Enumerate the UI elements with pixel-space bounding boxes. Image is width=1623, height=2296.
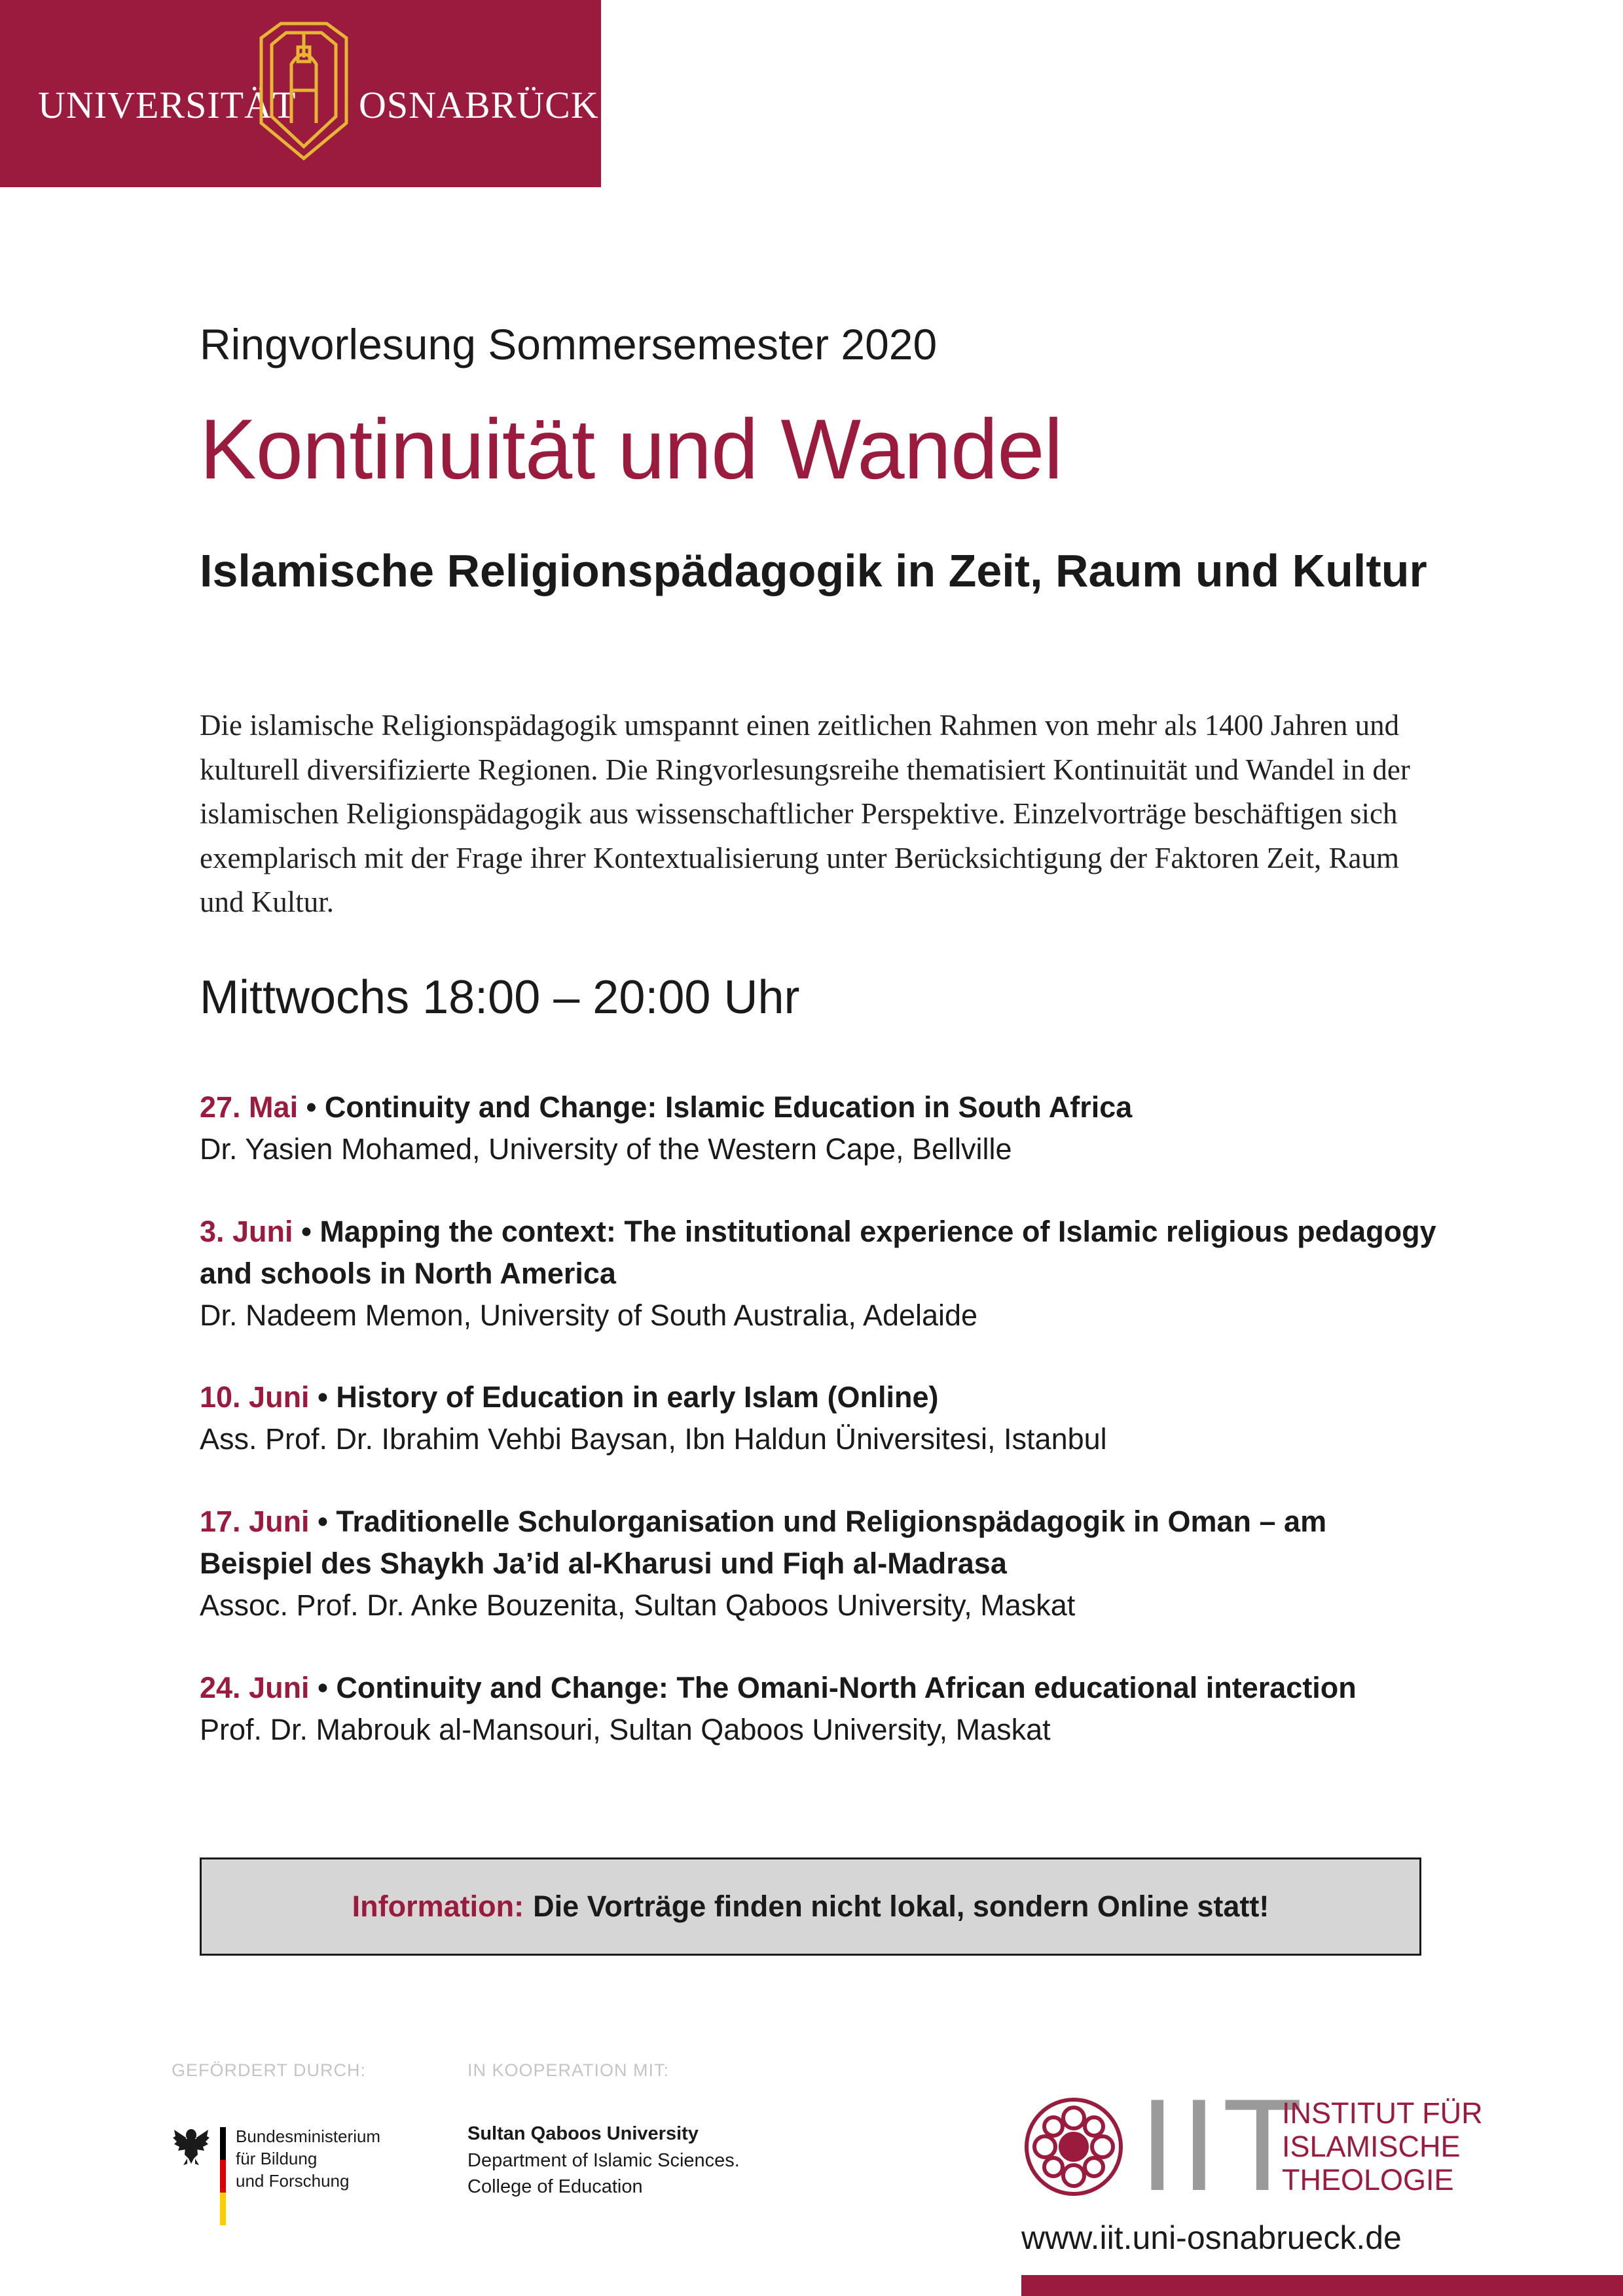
federal-eagle-icon <box>172 2121 211 2166</box>
lecture-date: 10. Juni <box>200 1380 310 1414</box>
university-name-left: UNIVERSITÄT <box>38 84 297 126</box>
iit-name-line: THEOLOGIE <box>1282 2162 1454 2197</box>
lecture-item <box>200 1667 1444 1751</box>
university-header <box>0 0 601 187</box>
lecture-item <box>200 1211 1444 1336</box>
iit-emblem-icon <box>1021 2094 1126 2199</box>
timeslot: Mittwochs 18:00 – 20:00 Uhr <box>200 971 800 1024</box>
lecture-date: 3. Juni <box>200 1214 293 1248</box>
lecture-list <box>200 1086 1444 1791</box>
lecture-speaker: Dr. Nadeem Memon, University of South Australia, Adelaide <box>200 1298 978 1332</box>
lecture-bullet: • <box>306 1090 317 1124</box>
lecture-date: 17. Juni <box>200 1505 310 1539</box>
lecture-title: Traditionelle Schulorganisation und Religionspädagogik in Oman – am Beispiel des Shaykh Ja’id al-Kharusi und Fiqh al-Madrasa <box>200 1505 1327 1581</box>
bmbf-logo-text <box>236 2126 380 2192</box>
cooperation-line: Department of Islamic Sciences. <box>467 2149 740 2171</box>
university-name-right: OSNABRÜCK <box>359 84 599 126</box>
website-url: www.iit.uni-osnabrueck.de <box>1021 2219 1402 2256</box>
bmbf-line: Bundesministerium <box>236 2126 381 2146</box>
cooperation-line: College of Education <box>467 2176 643 2198</box>
lecture-bullet: • <box>301 1214 312 1248</box>
event-kicker: Ringvorlesung Sommersemester 2020 <box>200 320 938 368</box>
lecture-item <box>200 1086 1444 1170</box>
info-label: Information: <box>352 1890 524 1923</box>
iit-name-line: INSTITUT FÜR <box>1282 2096 1483 2130</box>
footer-accent-bar <box>1021 2275 1623 2296</box>
info-text: Die Vorträge finden nicht lokal, sondern Online statt! <box>533 1890 1269 1923</box>
lecture-title: Mapping the context: The institutional experience of Islamic religious pedagogy and schools in North America <box>200 1214 1436 1290</box>
cooperation-partner <box>467 2121 740 2200</box>
iit-name <box>1282 2097 1483 2197</box>
lecture-speaker: Ass. Prof. Dr. Ibrahim Vehbi Baysan, Ibn Haldun Üniversitesi, Istanbul <box>200 1422 1107 1456</box>
lecture-date: 24. Juni <box>200 1670 310 1704</box>
intro-paragraph: Die islamische Religionspädagogik umspannt einen zeitlichen Rahmen von mehr als 1400 Jahren und kulturell diversifizierte Regionen. Die Ringvorlesungsreihe thematisiert Kontinuität und Wandel in der islamischen Religionspädagogik aus wissenschaftlicher Perspektive. Einzelvorträge beschäftigen sich exemplarisch mit der Frage ihrer Kontextualisierung unter Berücksichtigung der Faktoren Zeit, Raum und Kultur. <box>200 709 1410 918</box>
bmbf-line: und Forschung <box>236 2170 350 2191</box>
lecture-bullet: • <box>318 1505 328 1539</box>
info-box <box>200 1857 1421 1956</box>
lecture-date: 27. Mai <box>200 1090 299 1124</box>
bmbf-line: für Bildung <box>236 2148 318 2168</box>
lecture-title: Continuity and Change: The Omani-North African educational interaction <box>336 1670 1357 1704</box>
iit-name-line: ISLAMISCHE <box>1282 2129 1461 2163</box>
page-subtitle: Islamische Religionspädagogik in Zeit, Raum und Kultur <box>200 545 1427 596</box>
page-title: Kontinuität und Wandel <box>200 401 1063 497</box>
lecture-item <box>200 1501 1444 1626</box>
lecture-title: Continuity and Change: Islamic Education in South Africa <box>324 1090 1133 1124</box>
lecture-title: History of Education in early Islam (Online) <box>336 1380 939 1414</box>
german-flag-bar <box>220 2127 226 2225</box>
iit-letters: IIT <box>1139 2072 1308 2218</box>
lecture-speaker: Dr. Yasien Mohamed, University of the Western Cape, Bellville <box>200 1132 1012 1166</box>
cooperation-name: Sultan Qaboos University <box>467 2123 699 2144</box>
lecture-speaker: Prof. Dr. Mabrouk al-Mansouri, Sultan Qaboos University, Maskat <box>200 1712 1051 1746</box>
lecture-item <box>200 1376 1444 1460</box>
lecture-speaker: Assoc. Prof. Dr. Anke Bouzenita, Sultan Qaboos University, Maskat <box>200 1588 1076 1623</box>
cooperation-label: IN KOOPERATION MIT: <box>467 2060 670 2080</box>
university-seal-icon <box>252 18 356 164</box>
lecture-bullet: • <box>318 1380 328 1414</box>
lecture-bullet: • <box>318 1670 328 1704</box>
sponsor-label: GEFÖRDERT DURCH: <box>172 2060 367 2080</box>
